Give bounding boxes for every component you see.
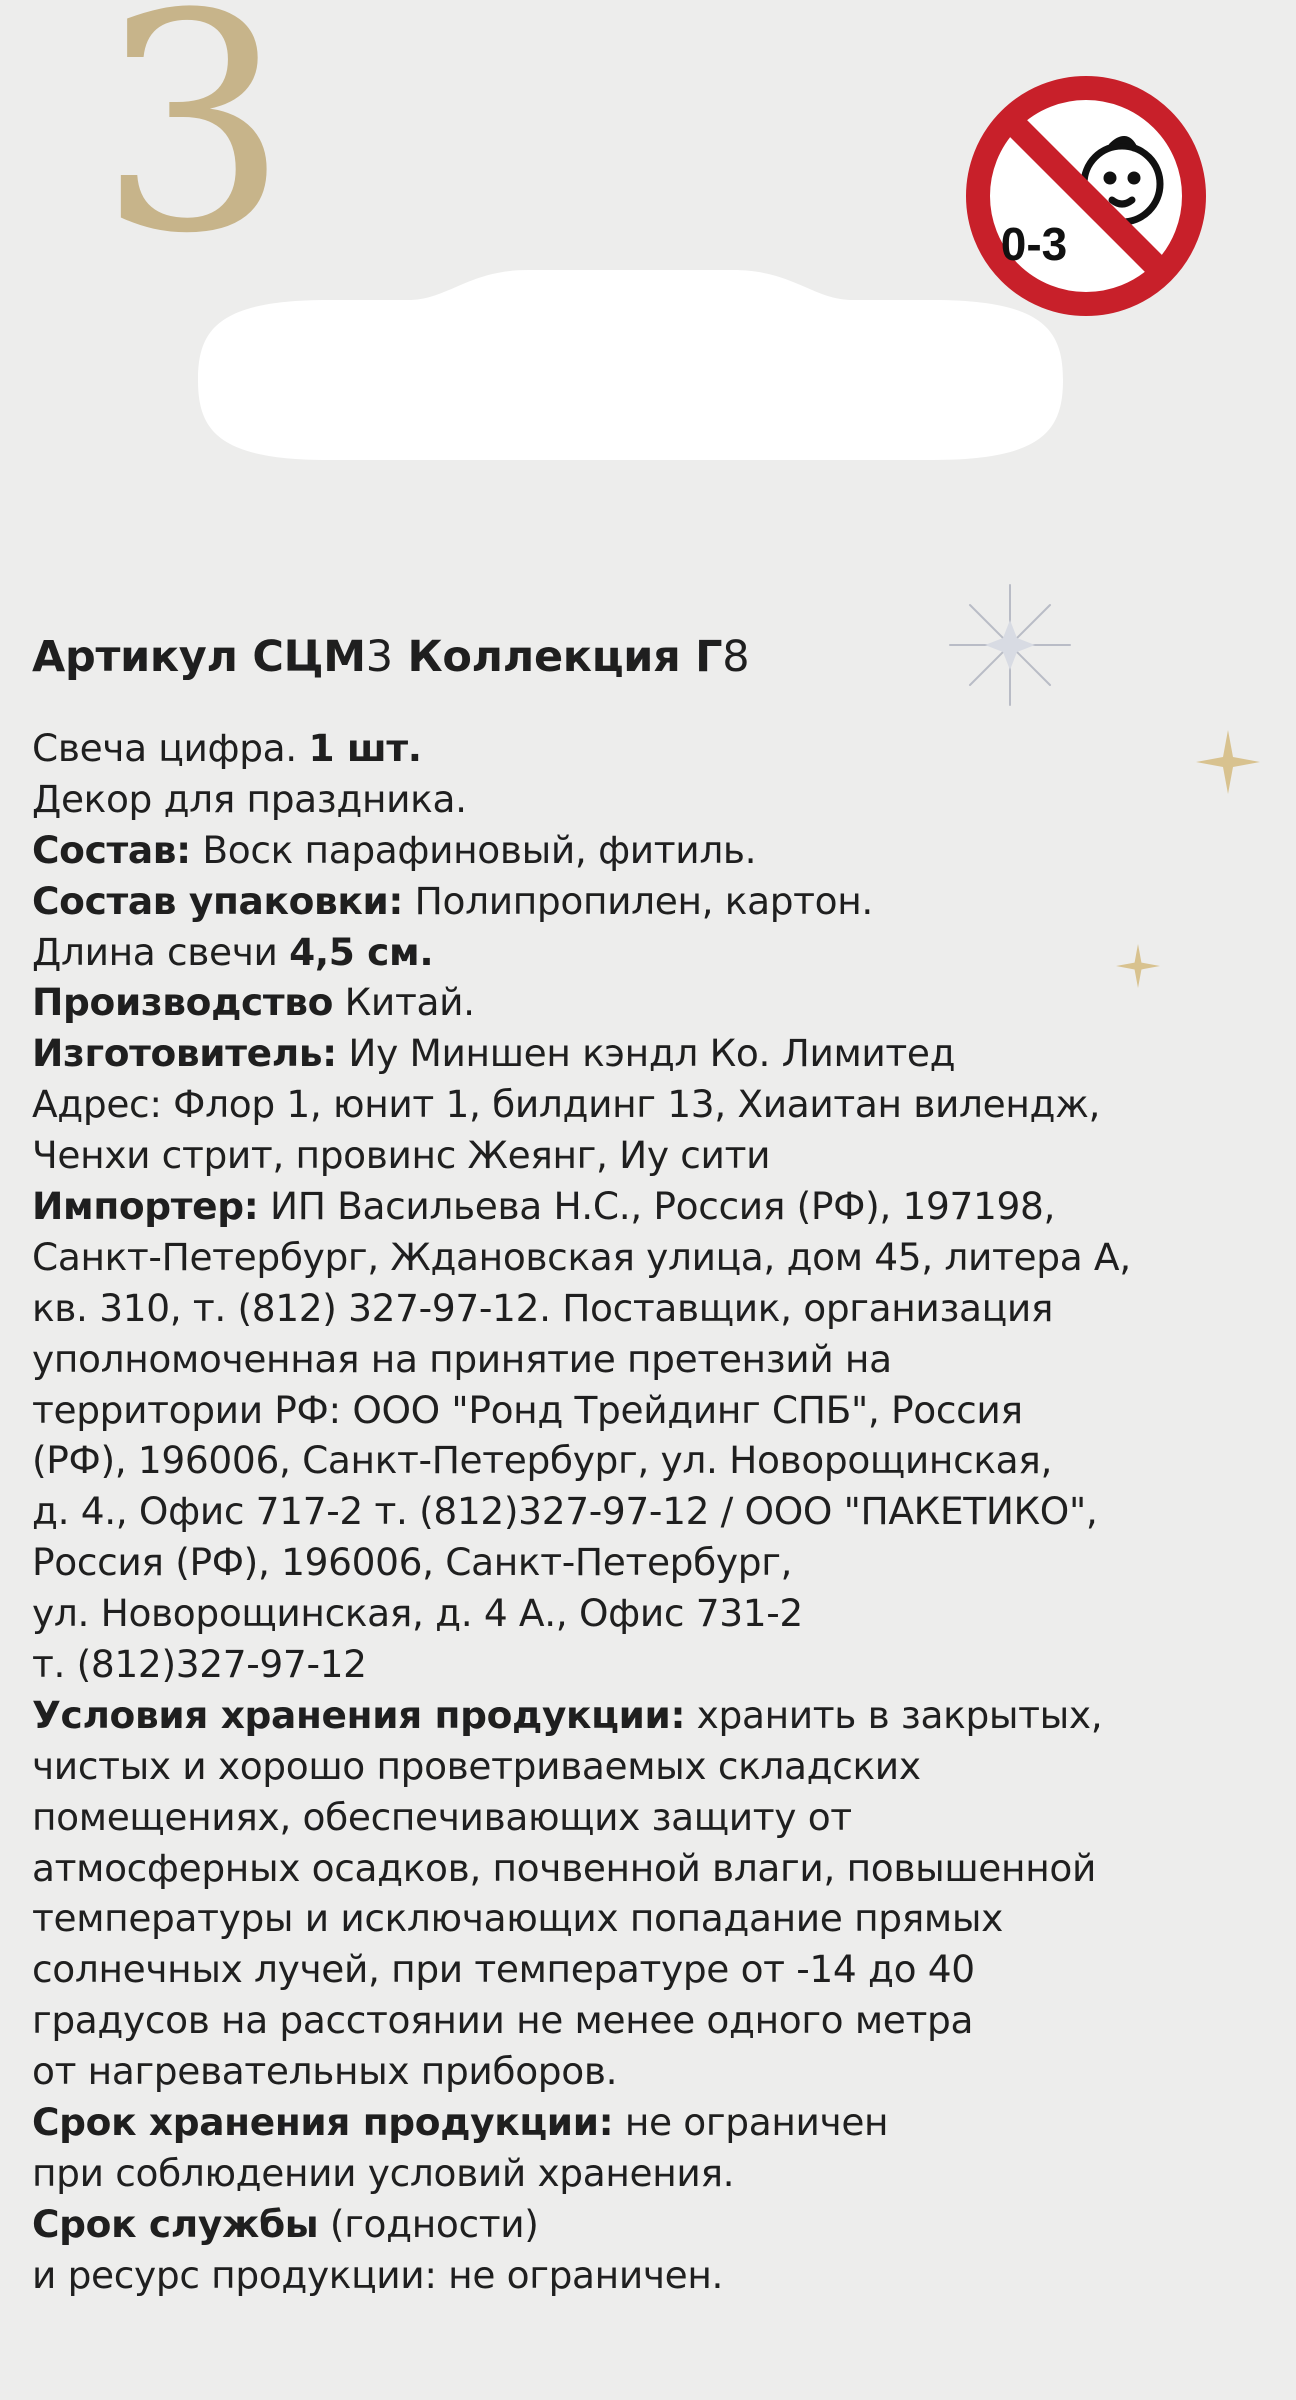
field-text: (годности) [318, 2201, 539, 2246]
collection-label: Коллекция Г [392, 632, 723, 682]
field-label: Срок хранения продукции: [32, 2100, 614, 2145]
field-text: т. (812)327-97-12 [32, 1642, 367, 1687]
product-description [32, 723, 1272, 2301]
description-line [32, 1537, 1272, 1588]
field-text: не ограничен [613, 2100, 889, 2145]
field-text: солнечных лучей, при температуре от -14 до 40 [32, 1947, 975, 1992]
description-line [32, 2148, 1272, 2199]
description-line [32, 2046, 1272, 2097]
field-text: хранить в закрытых, [685, 1692, 1103, 1737]
field-label: Импортер: [32, 1184, 259, 1229]
field-text: территории РФ: ООО "Ронд Трейдинг СПБ", Россия [32, 1387, 1023, 1432]
field-text: ул. Новорощинская, д. 4 А., Офис 731-2 [32, 1591, 803, 1636]
description-line [32, 876, 1272, 927]
collection-code: 8 [722, 632, 750, 682]
field-text: уполномоченная на принятие претензий на [32, 1336, 892, 1381]
description-line [32, 2199, 1272, 2250]
description-line [32, 1435, 1272, 1486]
description-line [32, 2250, 1272, 2301]
age-label: 0-3 [1000, 218, 1068, 270]
description-line [32, 1792, 1272, 1843]
field-text: чистых и хорошо проветриваемых складских [32, 1743, 921, 1788]
description-line [32, 723, 1272, 774]
field-text: д. 4., Офис 717-2 т. (812)327-97-12 / ООО "ПАКЕТИКО", [32, 1489, 1098, 1534]
field-text: Полипропилен, картон. [403, 878, 873, 923]
hanger-hole [198, 270, 1063, 490]
article-title [32, 628, 749, 686]
description-line [32, 1690, 1272, 1741]
description-line [32, 1639, 1272, 1690]
field-text: и ресурс продукции: не ограничен. [32, 2252, 724, 2297]
field-text: Ченхи стрит, провинс Жеянг, Иу сити [32, 1133, 771, 1178]
article-code: 3 [365, 632, 393, 682]
field-text: Китай. [333, 980, 475, 1025]
field-text: градусов на расстоянии не менее одного метра [32, 1998, 974, 2043]
description-line [32, 1893, 1272, 1944]
description-line [32, 1995, 1272, 2046]
field-label: Производство [32, 980, 334, 1025]
field-text: при соблюдении условий хранения. [32, 2150, 735, 2195]
product-digit: 3 [98, 0, 289, 299]
description-line [32, 1079, 1272, 1130]
field-text: Иу Миншен кэндл Ко. Лимитед [336, 1031, 956, 1076]
description-line [32, 774, 1272, 825]
description-line [32, 977, 1272, 1028]
field-text: температуры и исключающих попадание прямых [32, 1896, 1003, 1941]
description-line [32, 1843, 1272, 1894]
description-line [32, 1283, 1272, 1334]
field-text: кв. 310, т. (812) 327-97-12. Поставщик, организация [32, 1285, 1054, 1330]
description-line [32, 1486, 1272, 1537]
field-text: Россия (РФ), 196006, Санкт-Петербург, [32, 1540, 793, 1585]
description-line [32, 1741, 1272, 1792]
description-line [32, 1334, 1272, 1385]
field-label: Срок службы [32, 2201, 319, 2246]
field-text: от нагревательных приборов. [32, 2049, 618, 2094]
field-label: Изготовитель: [32, 1031, 337, 1076]
field-label: 4,5 см. [289, 929, 434, 974]
field-label: 1 шт. [308, 726, 422, 770]
field-text: Адрес: Флор 1, юнит 1, билдинг 13, Хиаитан вилендж, [32, 1082, 1101, 1127]
field-label: Состав: [32, 827, 191, 872]
field-text: Свеча цифра. [32, 726, 309, 770]
description-line [32, 1232, 1272, 1283]
description-line [32, 1588, 1272, 1639]
field-text: ИП Васильева Н.С., Россия (РФ), 197198, [258, 1184, 1056, 1229]
field-text: Декор для праздника. [32, 776, 467, 821]
description-line [32, 927, 1272, 978]
field-label: Состав упаковки: [32, 878, 404, 923]
description-line [32, 1944, 1272, 1995]
field-label: Условия хранения продукции: [32, 1692, 686, 1737]
field-text: Длина свечи [32, 929, 290, 974]
description-line [32, 1130, 1272, 1181]
sparkle-icon [945, 580, 1075, 710]
description-line [32, 1028, 1272, 1079]
description-line [32, 825, 1272, 876]
field-text: Санкт-Петербург, Ждановская улица, дом 45, литера А, [32, 1234, 1131, 1279]
field-text: (РФ), 196006, Санкт-Петербург, ул. Новорощинская, [32, 1438, 1053, 1483]
description-line [32, 1385, 1272, 1436]
description-line [32, 2097, 1272, 2148]
field-text: помещениях, обеспечивающих защиту от [32, 1794, 852, 1839]
description-line [32, 1181, 1272, 1232]
field-text: атмосферных осадков, почвенной влаги, повышенной [32, 1845, 1096, 1890]
article-prefix: Артикул СЦМ [32, 632, 366, 682]
field-text: Воск парафиновый, фитиль. [190, 827, 757, 872]
